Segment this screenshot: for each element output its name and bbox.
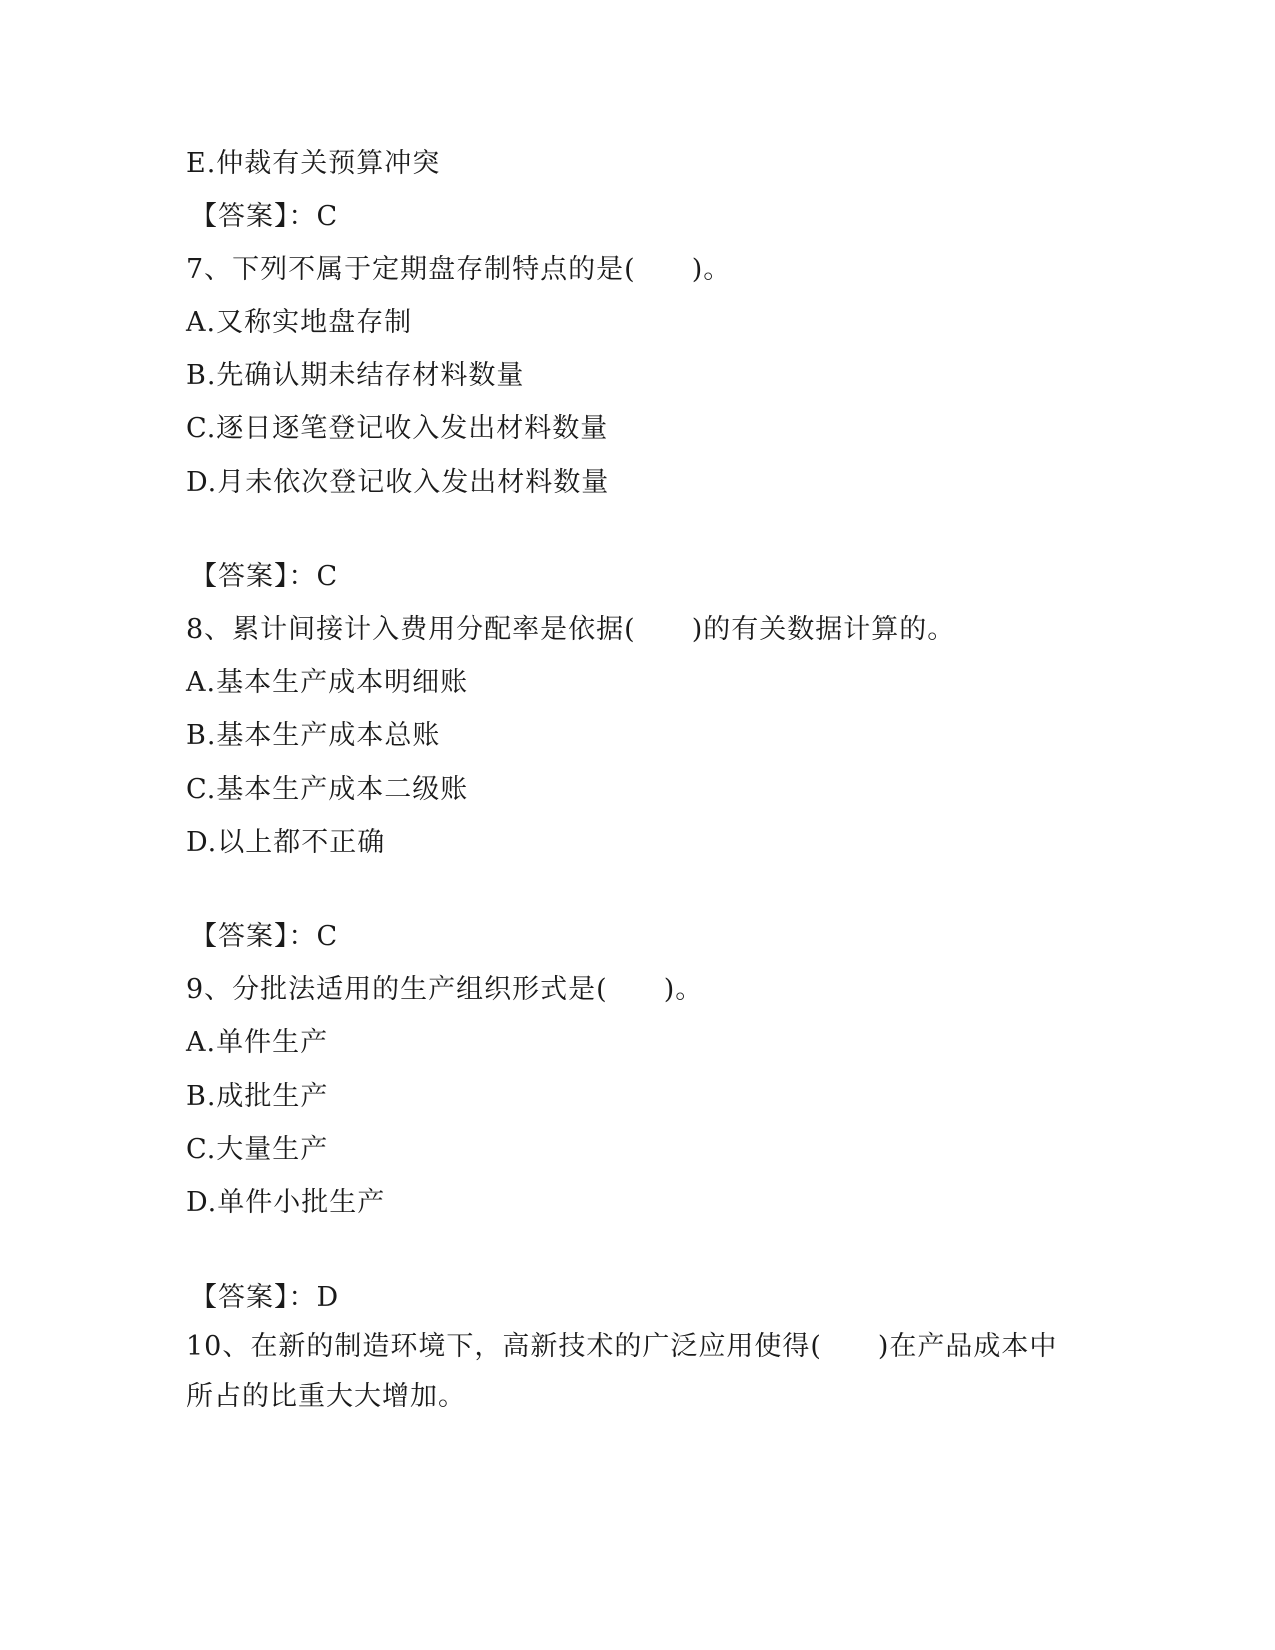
answer-q9: 【答案】：D bbox=[190, 1282, 340, 1313]
answer-q6: 【答案】：C bbox=[190, 201, 339, 232]
option-c-q9: C.大量生产 bbox=[186, 1134, 329, 1165]
question-10: 10、在新的制造环境下，高新技术的广泛应用使得( )在产品成本中所占的比重大大增加。 bbox=[186, 1331, 1058, 1412]
option-b-q9: B.成批生产 bbox=[186, 1081, 329, 1112]
option-c-q7: C.逐日逐笔登记收入发出材料数量 bbox=[186, 413, 609, 444]
option-a-q9: A.单件生产 bbox=[186, 1027, 329, 1058]
option-a-q8: A.基本生产成本明细账 bbox=[186, 667, 469, 698]
option-b-q8: B.基本生产成本总账 bbox=[186, 720, 441, 751]
option-d-q8: D.以上都不正确 bbox=[186, 827, 386, 858]
option-c-q8: C.基本生产成本二级账 bbox=[186, 774, 469, 805]
question-9: 9、分批法适用的生产组织形式是( )。 bbox=[186, 974, 704, 1005]
question-7: 7、下列不属于定期盘存制特点的是( )。 bbox=[186, 254, 732, 285]
option-d-q7: D.月未依次登记收入发出材料数量 bbox=[186, 467, 610, 498]
answer-q7: 【答案】：C bbox=[190, 561, 339, 592]
option-d-q9: D.单件小批生产 bbox=[186, 1187, 386, 1218]
option-a-q7: A.又称实地盘存制 bbox=[186, 307, 413, 338]
answer-q8: 【答案】：C bbox=[190, 921, 339, 952]
question-8: 8、累计间接计入费用分配率是依据( )的有关数据计算的。 bbox=[186, 614, 956, 645]
option-e-q6: E.仲裁有关预算冲突 bbox=[186, 148, 441, 179]
option-b-q7: B.先确认期未结存材料数量 bbox=[186, 360, 525, 391]
